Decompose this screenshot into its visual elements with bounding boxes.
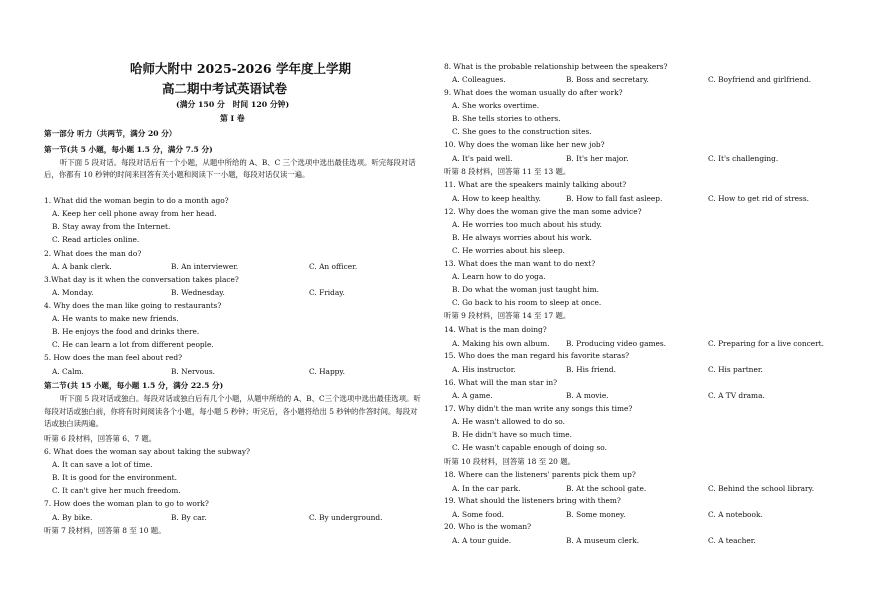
q1-option-a: A. Keep her cell phone away from her head. — [52, 209, 217, 218]
q5-option-b: B. Nervous. — [171, 367, 216, 376]
question-5: 5. How does the man feel about red? — [44, 353, 183, 362]
q7-option-c: C. By underground. — [309, 513, 383, 522]
volume-label: 第 I 卷 — [220, 114, 245, 123]
q19-option-b: B. Some money. — [566, 510, 626, 519]
part1-title: 第一部分 听力（共两节，满分 20 分） — [44, 129, 177, 138]
q13-option-c: C. Go back to his room to sleep at once. — [452, 298, 602, 307]
q17-option-a: A. He wasn't allowed to do so. — [452, 417, 565, 426]
q15-option-b: B. His friend. — [566, 365, 616, 374]
q12-option-c: C. He worries about his sleep. — [452, 246, 565, 255]
q15-option-a: A. His instructor. — [452, 365, 516, 374]
question-18: 18. Where can the listeners' parents pick them up? — [444, 470, 636, 479]
q8-option-c: C. Boyfriend and girlfriend. — [708, 75, 812, 84]
material-6: 听第 6 段材料，回答第 6、7 题。 — [44, 434, 157, 443]
q16-option-a: A. A game. — [452, 391, 493, 400]
q16-option-c: C. A TV drama. — [708, 391, 765, 400]
question-12: 12. Why does the woman give the man some advice? — [444, 207, 642, 216]
q5-option-a: A. Calm. — [52, 367, 84, 376]
q18-option-b: B. At the school gate. — [566, 484, 647, 493]
material-8: 听第 8 段材料，回答第 11 至 13 题。 — [444, 167, 571, 176]
question-19: 19. What should the listeners bring with them? — [444, 496, 621, 505]
q13-option-a: A. Learn how to do yoga. — [452, 272, 546, 281]
q11-option-b: B. How to fall fast asleep. — [566, 194, 663, 203]
section2-title: 第二节(共 15 小题，每小题 1.5 分，满分 22.5 分) — [44, 381, 224, 390]
q3-option-b: B. Wednesday. — [171, 288, 225, 297]
q2-option-b: B. An interviewer. — [171, 262, 239, 271]
q4-option-b: B. He enjoys the food and drinks there. — [52, 327, 200, 336]
question-4: 4. Why does the man like going to restaurants? — [44, 301, 222, 310]
q7-option-a: A. By bike. — [52, 513, 93, 522]
question-10: 10. Why does the woman like her new job? — [444, 140, 605, 149]
question-16: 16. What will the man star in? — [444, 378, 558, 387]
question-20: 20. Who is the woman? — [444, 522, 532, 531]
q10-option-a: A. It's paid well. — [452, 154, 513, 163]
q14-option-a: A. Making his own album. — [452, 339, 550, 348]
q14-option-c: C. Preparing for a live concert. — [708, 339, 825, 348]
q19-option-c: C. A notebook. — [708, 510, 763, 519]
q17-option-c: C. He wasn't capable enough of doing so. — [452, 443, 607, 452]
q9-option-a: A. She works overtime. — [452, 101, 540, 110]
exam-subtitle: 高二期中考试英语试卷 — [162, 81, 288, 96]
question-7: 7. How does the woman plan to go to work? — [44, 499, 209, 508]
question-1: 1. What did the woman begin to do a month ago? — [44, 196, 229, 205]
q13-option-b: B. Do what the woman just taught him. — [452, 285, 600, 294]
q8-option-a: A. Colleagues. — [452, 75, 506, 84]
material-7: 听第 7 段材料，回答第 8 至 10 题。 — [44, 526, 166, 535]
q11-option-c: C. How to get rid of stress. — [708, 194, 809, 203]
material-10: 听第 10 段材料，回答第 18 至 20 题。 — [444, 457, 575, 466]
question-9: 9. What does the woman usually do after work? — [444, 88, 623, 97]
q11-option-a: A. How to keep healthy. — [452, 194, 541, 203]
q12-option-a: A. He worries too much about his study. — [452, 220, 602, 229]
q2-option-a: A. A bank clerk. — [52, 262, 112, 271]
q4-option-c: C. He can learn a lot from different people. — [52, 340, 214, 349]
q1-option-b: B. Stay away from the Internet. — [52, 222, 171, 231]
q1-option-c: C. Read articles online. — [52, 235, 140, 244]
q10-option-b: B. It's her major. — [566, 154, 629, 163]
question-13: 13. What does the man want to do next? — [444, 259, 596, 268]
q3-option-a: A. Monday. — [52, 288, 94, 297]
q7-option-b: B. By car. — [171, 513, 207, 522]
question-8: 8. What is the probable relationship between the speakers? — [444, 62, 668, 71]
question-14: 14. What is the man doing? — [444, 325, 547, 334]
q6-option-b: B. It is good for the environment. — [52, 473, 177, 482]
q20-option-a: A. A tour guide. — [452, 536, 512, 545]
exam-info: (满分 150 分 时间 120 分钟) — [176, 100, 290, 109]
question-6: 6. What does the woman say about taking the subway? — [44, 447, 250, 456]
q9-option-b: B. She tells stories to others. — [452, 114, 561, 123]
q4-option-a: A. He wants to make new friends. — [52, 314, 179, 323]
q15-option-c: C. His partner. — [708, 365, 763, 374]
question-15: 15. Who does the man regard his favorite staras? — [444, 351, 630, 360]
q3-option-c: C. Friday. — [309, 288, 345, 297]
question-11: 11. What are the speakers mainly talking about? — [444, 180, 627, 189]
q9-option-c: C. She goes to the construction sites. — [452, 127, 592, 136]
section1-instructions: 听下面 5 段对话。每段对话后有一个小题，从题中所给的 A、B、C 三个选项中选出最佳选项。听完每段对话后，你都有 10 秒钟的时间来回答有关小题和阅读下一小题，每段对话仅读一遍。 — [44, 158, 416, 179]
q10-option-c: C. It's challenging. — [708, 154, 779, 163]
q20-option-c: C. A teacher. — [708, 536, 756, 545]
q19-option-a: A. Some food. — [452, 510, 504, 519]
q17-option-b: B. He didn't have so much time. — [452, 430, 572, 439]
q12-option-b: B. He always worries about his work. — [452, 233, 592, 242]
question-3: 3.What day is it when the conversation takes place? — [44, 275, 239, 284]
q20-option-b: B. A museum clerk. — [566, 536, 640, 545]
material-9: 听第 9 段材料，回答第 14 至 17 题。 — [444, 311, 571, 320]
q14-option-b: B. Producing video games. — [566, 339, 667, 348]
section1-title: 第一节(共 5 小题，每小题 1.5 分，满分 7.5 分) — [44, 145, 213, 154]
exam-title: 哈师大附中 2025-2026 学年度上学期 — [130, 61, 351, 76]
q5-option-c: C. Happy. — [309, 367, 345, 376]
question-2: 2. What does the man do? — [44, 249, 142, 258]
q18-option-a: A. In the car park. — [452, 484, 521, 493]
q16-option-b: B. A movie. — [566, 391, 609, 400]
q6-option-a: A. It can save a lot of time. — [52, 460, 153, 469]
q2-option-c: C. An officer. — [309, 262, 358, 271]
section2-instructions: 听下面 5 段对话或独白。每段对话或独白后有几个小题，从题中所给的 A、B、C三个选项中选出最佳选项。听每段对话或独白前，你将有时间阅读各个小题，每小题 5 秒钟；听完后，各小题将给出 5 秒钟的作答时间。每段对话或独白读两遍。 — [44, 394, 421, 428]
q6-option-c: C. It can't give her much freedom. — [52, 486, 181, 495]
q18-option-c: C. Behind the school library. — [708, 484, 815, 493]
q8-option-b: B. Boss and secretary. — [566, 75, 649, 84]
question-17: 17. Why didn't the man write any songs this time? — [444, 404, 633, 413]
